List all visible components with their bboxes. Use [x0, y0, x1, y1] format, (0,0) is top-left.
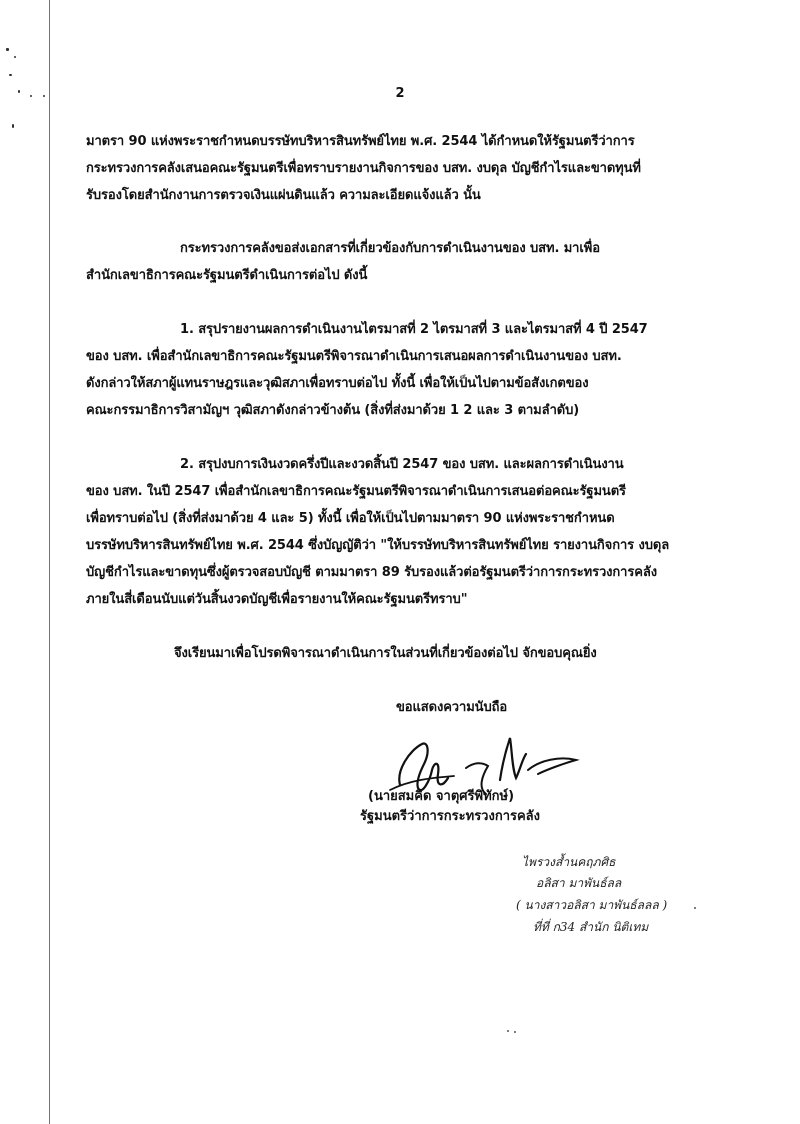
paragraph-line: สำนักเลขาธิการคณะรัฐมนตรีดำเนินการต่อไป ดังนี้ — [86, 268, 368, 283]
handwritten-line: ไพรวงส้ำนคฤภศิธ — [522, 855, 616, 869]
paragraph-line: กระทรวงการคลังเสนอคณะรัฐมนตรีเพื่อทราบรายงานกิจการของ บสท. งบดุล บัญชีกำไรและขาดทุนที่ — [86, 161, 641, 176]
handwritten-line: ( นางสาวอลิสา มาพันธ์ลลล ) — [516, 898, 668, 912]
salutation: ขอแสดงความนับถือ — [396, 700, 508, 715]
item-line: ของ บสท. ในปี 2547 เพื่อสำนักเลขาธิการคณะรัฐมนตรีพิจารณาดำเนินการเสนอต่อคณะรัฐมนตรี — [86, 484, 626, 499]
scan-speckle — [14, 56, 16, 58]
item-line: 2. สรุปงบการเงินงวดครึ่งปีและงวดสิ้นปี 2547 ของ บสท. และผลการดำเนินงาน — [180, 457, 624, 472]
signatory-name: (นายสมคิด จาตุศรีพิทักษ์) — [368, 789, 515, 804]
handwritten-line: อลิสา มาพันธ์ลล — [536, 876, 622, 890]
scan-speckle — [694, 907, 696, 909]
closing-request: จึงเรียนมาเพื่อโปรดพิจารณาดำเนินการในส่วนที่เกี่ยวข้องต่อไป จักขอบคุณยิ่ง — [174, 646, 597, 661]
signatory-title: รัฐมนตรีว่าการกระทรวงการคลัง — [360, 809, 540, 824]
item-line: คณะกรรมาธิการวิสามัญฯ วุฒิสภาดังกล่าวข้างต้น (สิ่งที่ส่งมาด้วย 1 2 และ 3 ตามลำดับ) — [86, 403, 580, 418]
scan-speckle — [514, 1031, 516, 1033]
item-line: 1. สรุปรายงานผลการดำเนินงานไตรมาสที่ 2 ไตรมาสที่ 3 และไตรมาสที่ 4 ปี 2547 — [180, 322, 648, 337]
item-line: ดังกล่าวให้สภาผู้แทนราษฎรและวุฒิสภาเพื่อทราบต่อไป ทั้งนี้ เพื่อให้เป็นไปตามข้อสังเกตของ — [86, 376, 589, 391]
page-number: 2 — [395, 86, 405, 101]
signature-block — [360, 789, 560, 825]
scan-speckle — [507, 1030, 509, 1032]
scan-speckle — [12, 124, 14, 128]
item-line: บัญชีกำไรและขาดทุนซึ่งผู้ตรวจสอบบัญชี ตามมาตรา 89 รับรองแล้วต่อรัฐมนตรีว่าการกระทรวงการคลัง — [86, 565, 657, 580]
scan-speckle — [6, 48, 9, 51]
scan-margin-line — [49, 0, 50, 1124]
handwritten-line: ที่ที่ ก34 สำนัก นิติเทม — [533, 920, 649, 934]
item-line: ของ บสท. เพื่อสำนักเลขาธิการคณะรัฐมนตรีพิจารณาดำเนินการเสนอผลการดำเนินงานของ บสท. — [86, 349, 622, 364]
paragraph-line: มาตรา 90 แห่งพระราชกำหนดบรรษัทบริหารสินทรัพย์ไทย พ.ศ. 2544 ได้กำหนดให้รัฐมนตรีว่าการ — [86, 134, 635, 149]
paragraph-line: กระทรวงการคลังขอส่งเอกสารที่เกี่ยวข้องกับการดำเนินงานของ บสท. มาเพื่อ — [180, 241, 600, 256]
paragraph-line: รับรองโดยสำนักงานการตรวจเงินแผ่นดินแล้ว ความละเอียดแจ้งแล้ว นั้น — [86, 188, 481, 203]
item-line: บรรษัทบริหารสินทรัพย์ไทย พ.ศ. 2544 ซึ่งบัญญัติว่า "ให้บรรษัทบริหารสินทรัพย์ไทย รายงานกิจการ งบดุล — [86, 538, 670, 553]
item-line: เพื่อทราบต่อไป (สิ่งที่ส่งมาด้วย 4 และ 5) ทั้งนี้ เพื่อให้เป็นไปตามมาตรา 90 แห่งพระราชกำหนด — [86, 511, 615, 526]
item-line: ภายในสี่เดือนนับแต่วันสิ้นงวดบัญชีเพื่อรายงานให้คณะรัฐมนตรีทราบ" — [86, 592, 468, 607]
scan-speckle — [9, 74, 12, 76]
